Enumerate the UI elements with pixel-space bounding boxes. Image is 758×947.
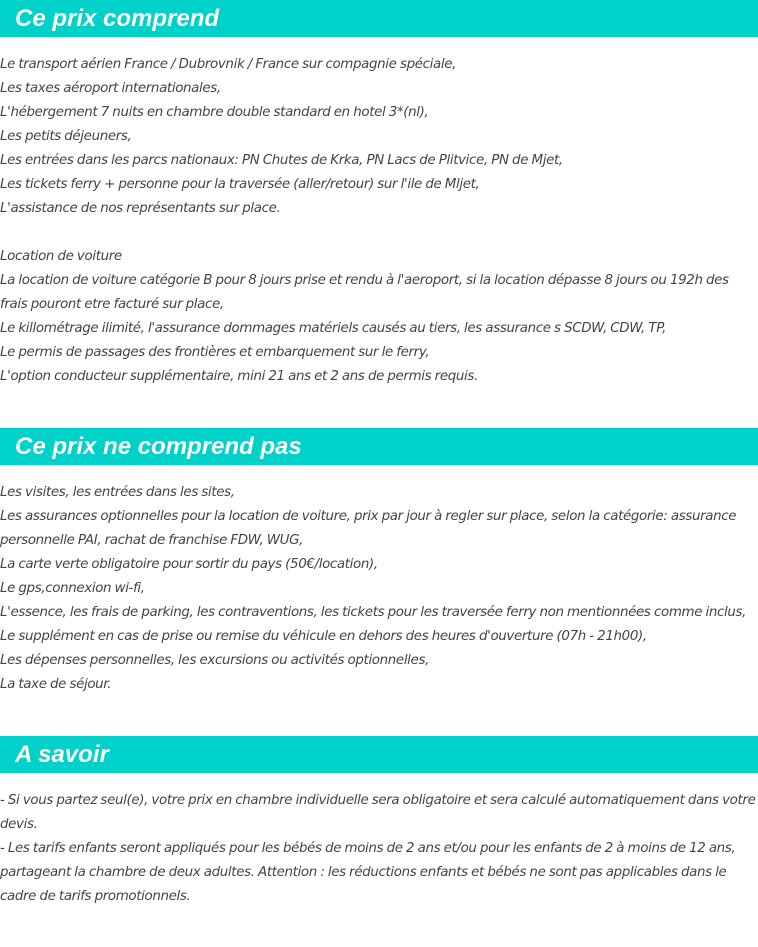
not-included-item: La carte verte obligatoire pour sortir du pays (50€/location),: [0, 557, 378, 572]
included-item: Les petits déjeuners,: [0, 129, 132, 144]
good-to-know-item: - Si vous partez seul(e), votre prix en chambre individuelle sera obligatoire et sera calculé automatiquement dans votre devis.: [0, 793, 756, 832]
section-good-to-know: [0, 736, 758, 909]
not-included-list: [0, 465, 758, 697]
not-included-item: Le supplément en cas de prise ou remise du véhicule en dehors des heures d'ouverture (07h - 21h00),: [0, 629, 647, 644]
included-list: [0, 37, 758, 389]
good-to-know-item: - Les tarifs enfants seront appliqués pour les bébés de moins de 2 ans et/ou pour les enfants de 2 à moins de 12 ans, partageant la chambre de deux adultes. Attention : les réductions enfants et bébés ne sont pas applicables dans le cadre de tarifs promotionnels.: [0, 841, 736, 904]
section-included: [0, 0, 758, 389]
car-rental-item: Le killométrage ilimité, l'assurance dommages matériels causés au tiers, les assurance s SCDW, CDW, TP,: [0, 321, 666, 336]
not-included-item: L'essence, les frais de parking, les contraventions, les tickets pour les traversée ferry non mentionnées comme inclus,: [0, 605, 747, 620]
included-item: Les entrées dans les parcs nationaux: PN Chutes de Krka, PN Lacs de Plitvice, PN de Mjet,: [0, 153, 563, 168]
car-rental-heading: Location de voiture: [0, 249, 122, 264]
car-rental-item: La location de voiture catégorie B pour 8 jours prise et rendu à l'aeroport, si la location dépasse 8 jours ou 192h des frais pouront etre facturé sur place,: [0, 273, 729, 312]
included-item: Le transport aérien France / Dubrovnik / France sur compagnie spéciale,: [0, 57, 457, 72]
section-title-included: Ce prix comprend: [0, 0, 758, 37]
included-item: Les taxes aéroport internationales,: [0, 81, 221, 96]
not-included-item: Les dépenses personnelles, les excursions ou activités optionnelles,: [0, 653, 429, 668]
car-rental-item: L'option conducteur supplémentaire, mini 21 ans et 2 ans de permis requis.: [0, 369, 478, 384]
not-included-item: Les visites, les entrées dans les sites,: [0, 485, 235, 500]
included-item: L'assistance de nos représentants sur place.: [0, 201, 281, 216]
not-included-item: Les assurances optionnelles pour la location de voiture, prix par jour à regler sur place, selon la catégorie: assurance personnelle PAI, rachat de franchise FDW, WUG,: [0, 509, 737, 548]
car-rental-item: Le permis de passages des frontières et embarquement sur le ferry,: [0, 345, 430, 360]
section-title-not-included: Ce prix ne comprend pas: [0, 428, 758, 465]
good-to-know-list: [0, 773, 758, 909]
not-included-item: Le gps,connexion wi-fi,: [0, 581, 145, 596]
section-not-included: [0, 428, 758, 697]
included-item: Les tickets ferry + personne pour la traversée (aller/retour) sur l'ile de Mljet,: [0, 177, 480, 192]
spacer: [0, 221, 758, 245]
section-title-good-to-know: A savoir: [0, 736, 758, 773]
not-included-item: La taxe de séjour.: [0, 677, 112, 692]
included-item: L'hébergement 7 nuits en chambre double standard en hotel 3*(nl),: [0, 105, 429, 120]
